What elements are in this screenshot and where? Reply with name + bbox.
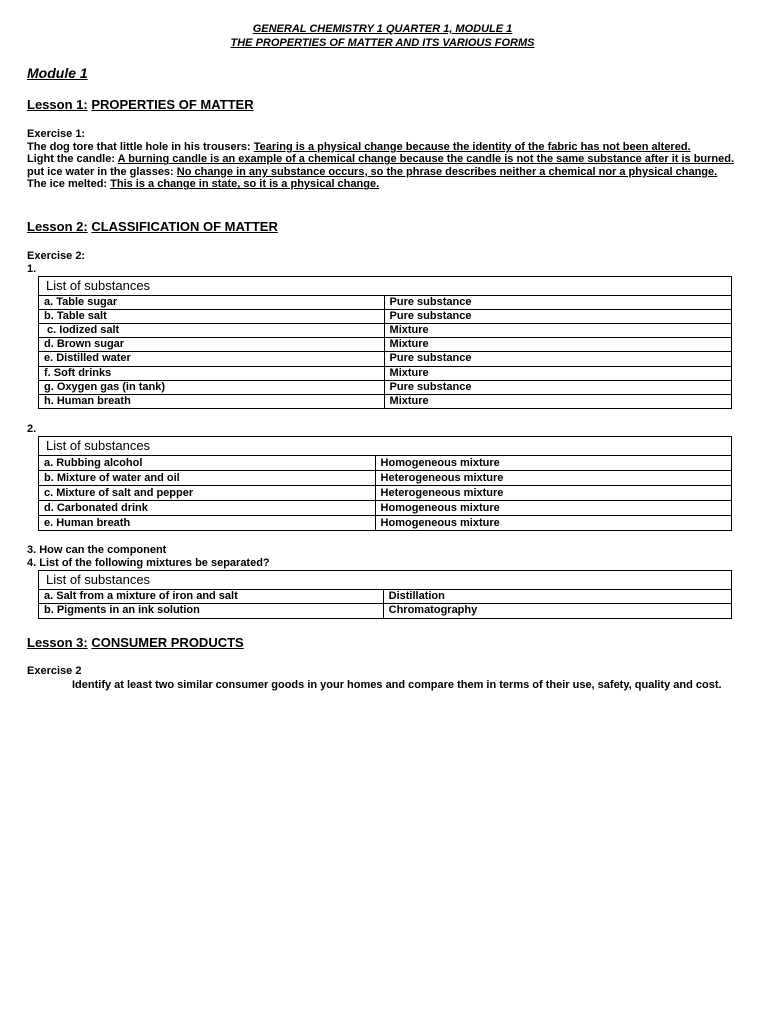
table-cell: a. Salt from a mixture of iron and salt <box>39 590 384 604</box>
table-cell: c. Mixture of salt and pepper <box>39 486 376 501</box>
table-1-caption: List of substances <box>39 276 732 295</box>
table-cell: Homogeneous mixture <box>375 456 731 471</box>
table-cell: Distillation <box>383 590 731 604</box>
lesson-1-item-1-answer: Tearing is a physical change because the identity of the fabric has not been altered. <box>253 141 691 153</box>
table-cell: Pure substance <box>384 380 731 394</box>
table-2-caption: List of substances <box>39 437 732 456</box>
lesson-1-item-3-question: put ice water in the glasses: <box>27 165 174 178</box>
lesson-1-item-2-answer: A burning candle is an example of a chemical change because the candle is not the same substance after it is burned. <box>117 153 735 166</box>
exercise-3-label: Exercise 2 <box>27 664 82 677</box>
table-row <box>39 590 732 604</box>
table-cell: Homogeneous mixture <box>375 516 731 531</box>
lesson-3-title: CONSUMER PRODUCTS <box>91 634 244 650</box>
table-row <box>39 501 732 516</box>
table-cell: g. Oxygen gas (in tank) <box>39 380 385 394</box>
lesson-1-item-2 <box>27 153 738 165</box>
table-row <box>39 324 732 338</box>
table-row <box>39 366 732 380</box>
table-cell: b. Mixture of water and oil <box>39 471 376 486</box>
question-4: 4. List of the following mixtures be separated? <box>27 557 270 570</box>
lesson-2-heading <box>27 218 738 235</box>
table-cell: a. Rubbing alcohol <box>39 456 376 471</box>
lesson-1-item-1 <box>27 141 738 153</box>
table-cell: Chromatography <box>383 604 731 618</box>
table-row <box>39 352 732 366</box>
table-cell: Homogeneous mixture <box>375 501 731 516</box>
table-cell: Pure substance <box>384 352 731 366</box>
lesson-1-label: Lesson 1: <box>27 97 88 112</box>
table-row <box>39 380 732 394</box>
table-row <box>39 309 732 323</box>
table-row <box>39 338 732 352</box>
lesson-1-item-1-question: The dog tore that little hole in his trousers: <box>27 141 251 153</box>
lesson-3-body: Identify at least two similar consumer goods in your homes and compare them in terms of their use, safety, quality and cost. <box>72 678 722 691</box>
table-cell: c. Iodized salt <box>39 324 385 338</box>
lesson-1-title: PROPERTIES OF MATTER <box>91 97 254 112</box>
module-title: Module 1 <box>27 65 88 81</box>
table-cell: Mixture <box>384 395 731 409</box>
substances-table-2 <box>38 436 732 531</box>
substances-table-1 <box>38 276 732 410</box>
lesson-1-heading <box>27 96 738 113</box>
exercise-2-label: Exercise 2: <box>27 249 86 262</box>
lesson-1-item-4 <box>27 178 738 190</box>
table-cell: e. Distilled water <box>39 352 385 366</box>
lesson-2-title: CLASSIFICATION OF MATTER <box>91 218 278 234</box>
table-row <box>39 471 732 486</box>
table-cell: b. Table salt <box>39 309 385 323</box>
question-2-number: 2. <box>27 423 37 436</box>
table-row <box>39 295 732 309</box>
table-row <box>39 604 732 618</box>
table-cell: a. Table sugar <box>39 295 385 309</box>
question-3: 3. How can the component <box>27 544 167 557</box>
lesson-1-item-4-question: The ice melted: <box>27 178 108 191</box>
table-cell: Pure substance <box>384 295 731 309</box>
table-cell: Heterogeneous mixture <box>375 471 731 486</box>
table-row <box>39 486 732 501</box>
lesson-2-label: Lesson 2: <box>27 218 88 234</box>
table-cell: f. Soft drinks <box>39 366 385 380</box>
table-cell: Pure substance <box>384 309 731 323</box>
table-row <box>39 516 732 531</box>
lesson-3-heading <box>27 634 738 651</box>
table-cell: d. Brown sugar <box>39 338 385 352</box>
table-cell: h. Human breath <box>39 395 385 409</box>
table-cell: e. Human breath <box>39 516 376 531</box>
document-header-line-1: GENERAL CHEMISTRY 1 QUARTER 1, MODULE 1 <box>252 23 513 35</box>
lesson-1-item-3-answer: No change in any substance occurs, so the phrase describes neither a chemical nor a physical change. <box>176 165 718 178</box>
exercise-1-label: Exercise 1: <box>27 128 86 140</box>
table-cell: d. Carbonated drink <box>39 501 376 516</box>
lesson-1-item-3 <box>27 166 738 178</box>
table-cell: Mixture <box>384 324 731 338</box>
table-row <box>39 395 732 409</box>
table-cell: b. Pigments in an ink solution <box>39 604 384 618</box>
table-3-caption: List of substances <box>39 571 732 590</box>
document-header-line-2: THE PROPERTIES OF MATTER AND ITS VARIOUS FORMS <box>230 37 535 49</box>
lesson-1-item-4-answer: This is a change in state, so it is a physical change. <box>110 178 380 191</box>
question-1-number: 1. <box>27 262 37 275</box>
lesson-3-label: Lesson 3: <box>27 634 88 650</box>
table-cell: Heterogeneous mixture <box>375 486 731 501</box>
table-cell: Mixture <box>384 338 731 352</box>
table-row <box>39 456 732 471</box>
table-cell: Mixture <box>384 366 731 380</box>
lesson-1-item-2-question: Light the candle: <box>27 153 115 166</box>
separation-table <box>38 570 732 618</box>
